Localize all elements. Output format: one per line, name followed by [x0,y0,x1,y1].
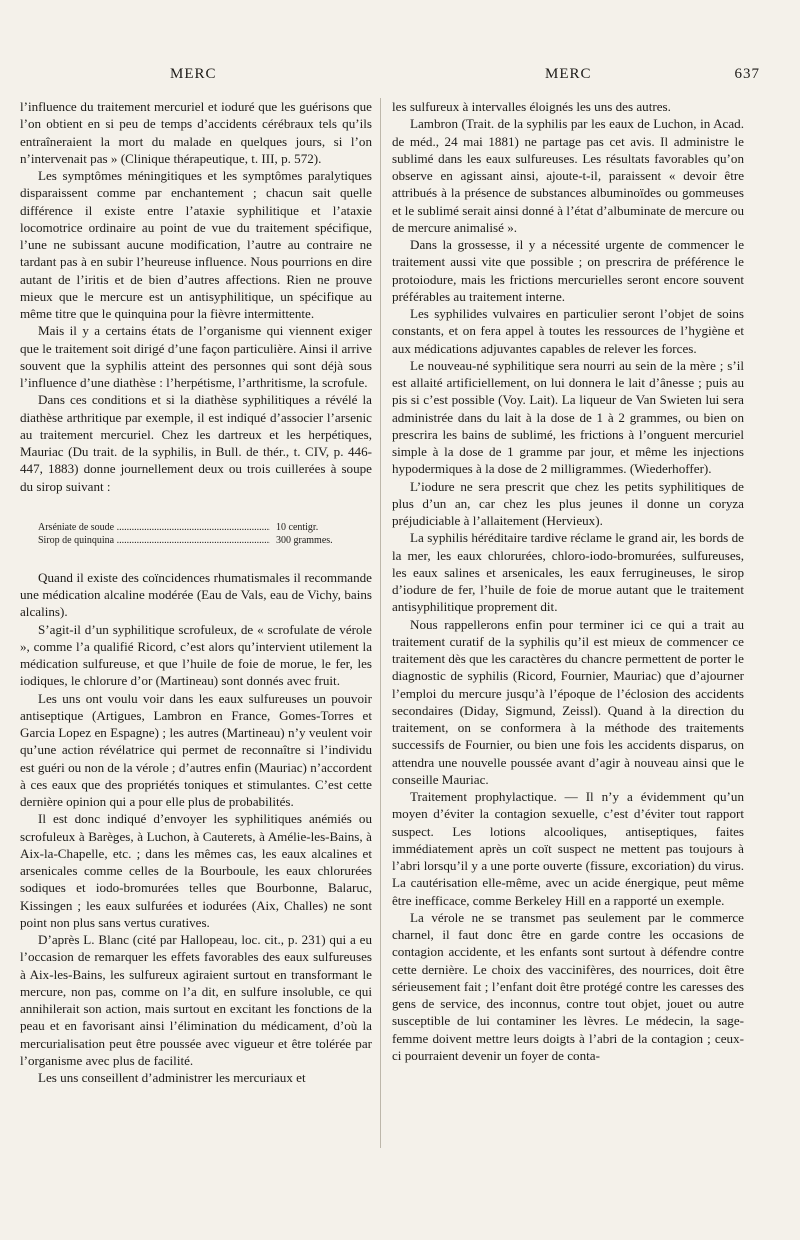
paragraph: l’influence du traitement mercuriel et ioduré que les guérisons que l’on obtient en si peu de temps d’accidents cérébraux tels qu’ils entraîneraient la mort du malade en quelques jours, si l’on n’intervenait pas » (Clinique thérapeutique, t. III, p. 572). [20,99,372,166]
paragraph: Traitement prophylactique. — Il n’y a évidemment qu’un moyen d’éviter la contagion sexuelle, c’est d’éviter tout rapport suspect. Les lotions alcooliques, antiseptiques, faites immédiatement après un coït suspect ne mettent pas toujours à l’abri lorsqu’il y a une porte ouverte (fissure, excoriation) du virus. La cautérisation elle-même, avec un acide énergique, peut même être inefficace, comme Berkeley Hill en a rapporté un exemple. [392,789,744,908]
paragraph: Les uns conseillent d’administrer les mercuriaux et [38,1070,306,1085]
page-number: 637 [734,66,760,82]
column-divider [380,98,381,1148]
paragraph: Dans la grossesse, il y a nécessité urgente de commencer le traitement aussi vite que possible ; on prescrira de préférence le protoiodure, mais les frictions mercurielles seront encore souvent préférables au traitement interne. [392,237,744,304]
paragraph: Lambron (Trait. de la syphilis par les eaux de Luchon, in Acad. de méd., 24 mai 1881) ne partage pas cet avis. Il administre le sublimé dans les eaux sulfureuses. Les résultats favorables qu’on observe en agissant ainsi, ajoute-t-il, paraissent « devoir être attribués à la présence de substances albuminoïdes ou gommeuses et le sublimé serait ainsi donné à l’état d’albuminate de mercure ou de mercure animalisé ». [392,116,744,235]
paragraph: Mais il y a certains états de l’organisme qui viennent exiger que le traitement soit dirigé d’une façon particulière. Ainsi il arrive souvent que la syphilis atteint des personnes qui sont déjà sous l’influence d’une diathèse : l’herpétisme, l’arthritisme, la scrofule. [20,323,372,390]
paragraph: Dans ces conditions et si la diathèse syphilitiques a révélé la diathèse arthritique par exemple, il est indiqué d’associer l’arsenic au traitement mercuriel. Chez les dartreux et les herpétiques, Mauriac (Du trait. de la syphilis, in Bull. de thér., t. CIV, p. 446-447, 1883) donne journellement deux ou trois cuillerées à soupe du sirop suivant : [20,392,372,494]
paragraph: Les symptômes méningitiques et les symptômes paralytiques disparaissent comme par enchantement ; chacun sait quelle différence il existe entre l’ataxie syphilitique et l’ataxie locomotrice ordinaire au point de vue du traitement spécifique, l’une ne subissant aucune modification, l’autre au contraire ne tardant pas à en subir l’heureuse influence. Nous pourrions en dire autant de l’iritis et de bien d’autres affections. Rien ne prouve mieux que le mercure est un antisyphilitique, un spécifique au même titre que le quinquina pour la fièvre intermittente. [20,168,372,321]
paragraph: Le nouveau-né syphilitique sera nourri au sein de la mère ; s’il est allaité artificiellement, on lui donnera le lait d’ânesse ; puis au pis si c’est possible (Voy. Lait). La liqueur de Van Swieten lui sera administrée dans du lait à la dose de 1 à 2 grammes, ou bien on prescrira les bains de sublimé, les frictions à l’onguent mercuriel simple à la dose de 1 gramme par jour, et même les injections hypodermiques à la dose de 2 milligrammes. (Wiederhoffer). [392,357,744,477]
running-header-right: MERC [545,66,592,82]
paragraph: Les uns ont voulu voir dans les eaux sulfureuses un pouvoir antiseptique (Artigues, Lambron en France, Gomes-Torres et Garcia Lopez en Espagne) ; les autres (Martineau) n’y veulent voir qu’une action révélatrice qui permet de reconnaître si l’individu est guéri ou non de la vérole ; d’autres enfin (Mauriac) n’accordent à ces eaux que des propriétés toniques et stimulantes. C’est cette dernière opinion qui a pour elle plus de probabilités. [20,690,372,809]
paragraph: S’agit-il d’un syphilitique scrofuleux, de « scrofulate de vérole », comme l’a qualifié Ricord, c’est alors qu’intervient utilement la médication sulfureuse, et que l’huile de foie de morue, le fer, les iodiques, le chlorure d’or (Martineau) sont donnés avec fruit. [20,621,372,689]
formula-ingredient: Arséniate de soude ..... [38,521,270,534]
formula-quantity: 300 grammes. [270,534,368,547]
paragraph: D’après L. Blanc (cité par Hallopeau, loc. cit., p. 231) qui a eu l’occasion de remarquer les effets favorables des eaux sulfureuses à Aix-les-Bains, les sulfureux agiraient surtout en transformant le mercure, non pas, comme on l’a dit, en sulfure insoluble, ce qui annihilerait son action, mais surtout en excitant les fonctions de la peau et en favorisant ainsi l’élimination du médicament, d’où la mercurialisation peut être poussée avec vigueur et être tolérée par l’organisme avec plus de facilité. [20,932,372,1068]
right-column [392,98,744,1064]
paragraph: Il est donc indiqué d’envoyer les syphilitiques anémiés ou scrofuleux à Barèges, à Luchon, à Cauterets, à Amélie-les-Bains, à Aix-la-Chapelle, etc. ; dans les mêmes cas, les eaux alcalines et arsenicales comme celles de la Bourboule, les eaux chlorurées sodiques et iodo-bromurées telles que Bourbonne, Balaruc, Kissingen ; les eaux sulfurées et iodurées (Aix, Challes) ne sont point non plus sans vertus curatives. [20,811,372,930]
formula-row [20,521,372,534]
formula-ingredient: Sirop de quinquina ..... [38,534,270,547]
paragraph: La syphilis héréditaire tardive réclame le grand air, les bords de la mer, les eaux chlorurées, chloro-iodo-bromurées, sulfureuses, les eaux salines et arsenicales, les eaux ferrugineuses, le sirop d’iodure de fer, l’huile de foie de morue autant que le traitement antisyphilitique proprement dit. [392,530,744,615]
paragraph: L’iodure ne sera prescrit que chez les petits syphilitiques de plus d’un an, car chez les plus jeunes il donne un coryza préjudiciable à l’allaitement (Hervieux). [392,478,744,528]
paragraph: Nous rappellerons enfin pour terminer ici ce qui a trait au traitement curatif de la syphilis qu’il est mieux de commencer ce traitement dès que les caractères du chancre permettent de porter le diagnostic de syphilis (Ricord, Fournier, Mauriac) que d’ajourner l’emploi du mercure jusqu’à l’époque de l’éclosion des accidents secondaires (Diday, Sigmund, Zeissl). Quand à la direction du traitement, on se conformera à la méthode des traitements successifs de Fournier, ou bien une fois les accidents disparus, on attendra une nouvelle poussée avant d’agir à nouveau ainsi que le conseille Mauriac. [392,616,744,787]
left-column [20,98,372,1086]
formula-row [20,534,372,547]
paragraph: La vérole ne se transmet pas seulement par le commerce charnel, il faut donc être en garde contre les occasions de contagion accidente, et les enfants sont surtout à défendre contre cette dernière. Le choix des vaccinifères, des nourrices, doit être sérieusement fait ; l’enfant doit être protégé contre les caresses des gens de service, des inconnus, contre tout objet, jouet ou autre susceptible de lui contaminer les lèvres. Le médecin, la sage-femme doivent mettre leurs doigts à l’abri de la contagion ; ceux-ci pourraient devenir un foyer de conta- [392,909,744,1063]
prescription-formula [20,521,372,547]
paragraph: les sulfureux à intervalles éloignés les uns des autres. [392,99,671,114]
paragraph: Quand il existe des coïncidences rhumatismales il recommande une médication alcaline modérée (Eau de Vals, eau de Vichy, bains alcalins). [20,569,372,620]
formula-quantity: 10 centigr. [270,521,368,534]
paragraph: Les syphilides vulvaires en particulier seront l’objet de soins constants, et on fera appel à toutes les ressources de l’hygiène et aux médications adjuvantes capables de relever les forces. [392,306,744,356]
running-header-left: MERC [170,66,217,82]
